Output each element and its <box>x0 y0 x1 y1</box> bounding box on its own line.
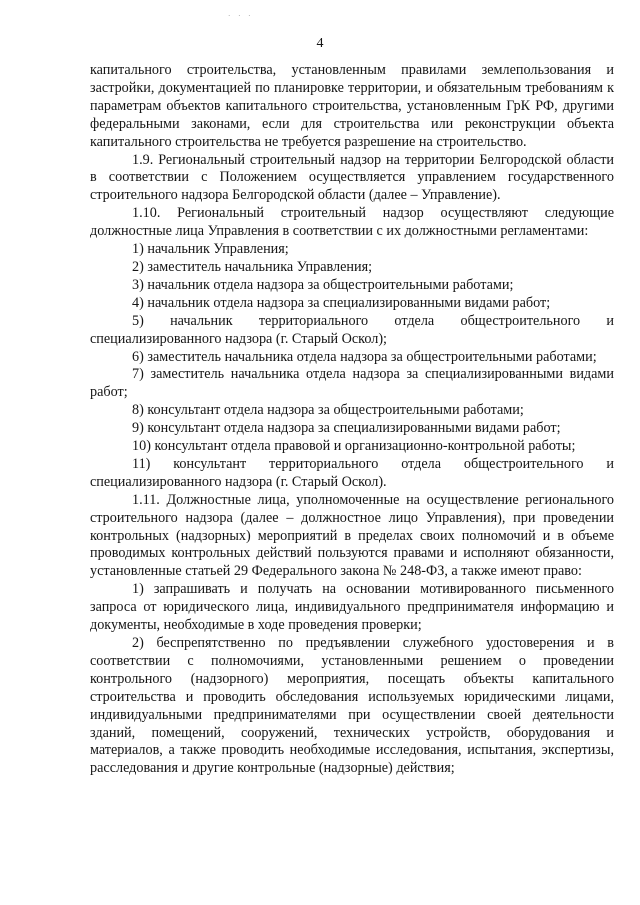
list-item: 7) заместитель начальника отдела надзора за специализированными видами работ; <box>90 366 614 401</box>
list-item: 2) беспрепятственно по предъявлении служебного удостоверения и в соответствии с полномочиями, установленными решением о проведении контрольного (надзорного) мероприятия, посещать объекты капитального строительства и проводить обследования используемых юридическими лицами, индивидуальными предпринимателями при осуществлении своей деятельности зданий, помещений, сооружений, технических устройств, оборудования и материалов, а также проводить необходимые исследования, испытания, экспертизы, расследования и другие контрольные (надзорные) действия; <box>90 635 614 777</box>
list-item: 1) запрашивать и получать на основании мотивированного письменного запроса от юридического лица, индивидуального предпринимателя информацию и документы, необходимые в ходе проведения проверки; <box>90 581 614 634</box>
list-item: 6) заместитель начальника отдела надзора за общестроительными работами; <box>132 348 597 365</box>
scan-specks: · · · <box>228 12 254 20</box>
page-number: 4 <box>316 36 324 51</box>
list-item: 8) консультант отдела надзора за общестроительными работами; <box>132 402 524 419</box>
document-body <box>90 62 614 778</box>
list-item: 3) начальник отдела надзора за общестроительными работами; <box>132 276 514 293</box>
list-item: 11) консультант территориального отдела общестроительного и специализированного надзора (г. Старый Оскол). <box>90 455 614 490</box>
paragraph-1-10: 1.10. Региональный строительный надзор осуществляют следующие должностные лица Управления в соответствии с их должностными регламентами: <box>90 205 614 240</box>
paragraph-1-11: 1.11. Должностные лица, уполномоченные на осуществление регионального строительного надзора (далее – должностное лицо Управления), при проведении контрольных (надзорных) мероприятий в пределах своих полномочий и в объеме проводимых контрольных действий пользуются правами и исполняют обязанности, установленные статьей 29 Федерального закона № 248-ФЗ, а также имеют право: <box>90 491 614 580</box>
paragraph-continuation: капитального строительства, установленным правилами землепользования и застройки, документацией по планировке территории, и обязательным требованиям к параметрам объектов капитального строительства, установленным ГрК РФ, другими федеральными законами, если для строительства или реконструкции объекта капитального строительства не требуется разрешение на строительство. <box>90 62 614 150</box>
list-item: 9) консультант отдела надзора за специализированными видами работ; <box>132 420 561 437</box>
list-item: 1) начальник Управления; <box>132 241 289 258</box>
list-item: 10) консультант отдела правовой и организационно-контрольной работы; <box>132 438 576 455</box>
list-item: 2) заместитель начальника Управления; <box>132 258 373 275</box>
list-item: 4) начальник отдела надзора за специализированными видами работ; <box>132 294 551 311</box>
paragraph-1-9: 1.9. Региональный строительный надзор на территории Белгородской области в соответствии с Положением осуществляется управлением государственного строительного надзора Белгородской области (далее – Управление). <box>90 151 614 204</box>
list-item: 5) начальник территориального отдела общестроительного и специализированного надзора (г. Старый Оскол); <box>90 312 614 347</box>
